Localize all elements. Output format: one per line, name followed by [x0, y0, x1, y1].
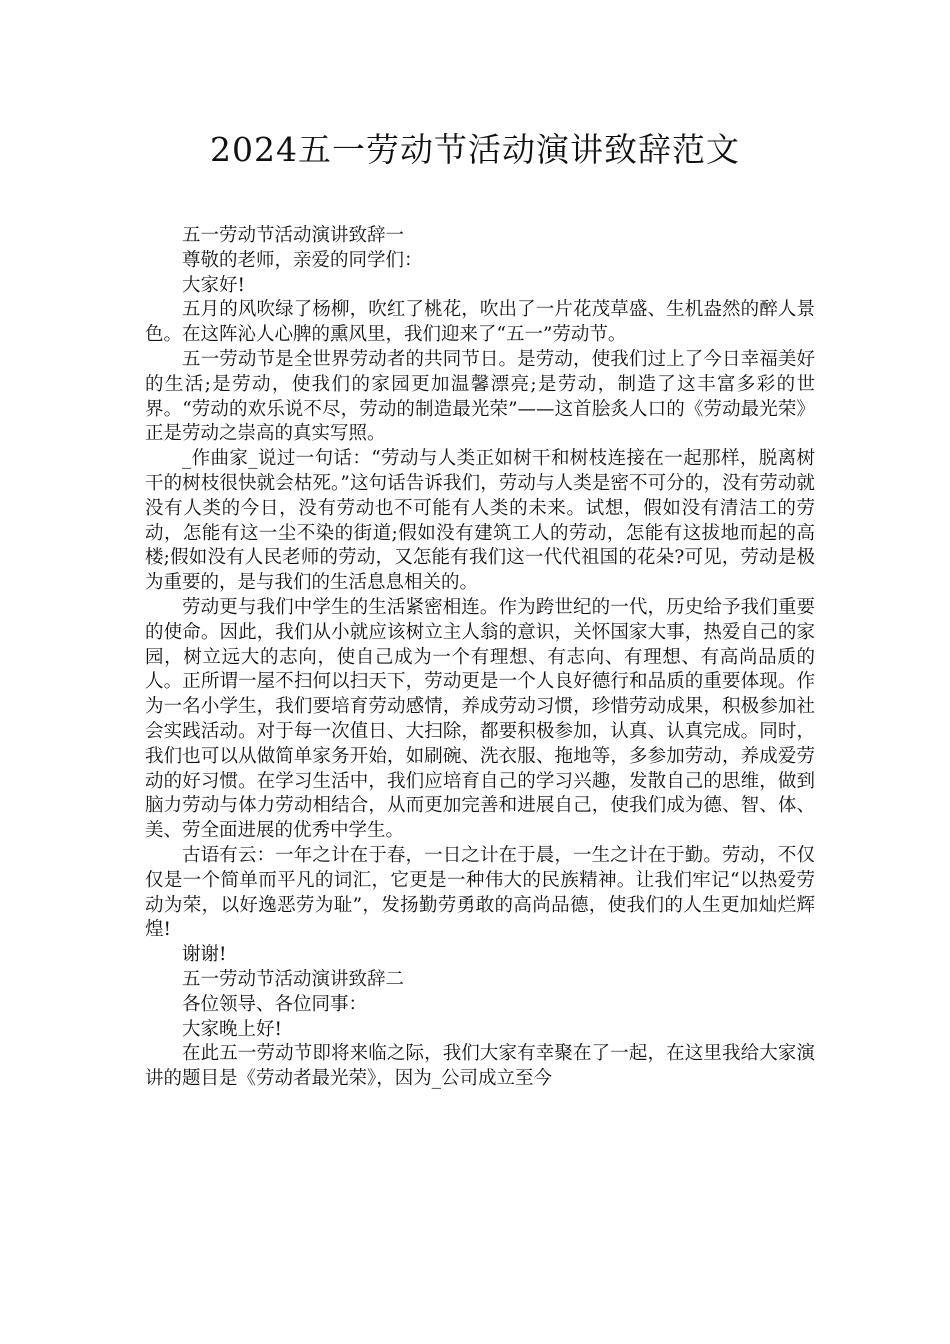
document-title: 2024五一劳动节活动演讲致辞范文 [210, 130, 740, 169]
closing-paragraph: 谢谢! [182, 944, 227, 966]
body-paragraph: 五一劳动节是全世界劳动者的共同节日。是劳动，使我们过上了今日幸福美好的生活;是劳动，使我们的家园更加温馨漂亮;是劳动，制造了这丰富多彩的世界。“劳动的欢乐说不尽，劳动的制造最光荣”——这首脍炙人口的《劳动最光荣》正是劳动之崇高的真实写照。 [145, 348, 815, 445]
body-paragraph: 五月的风吹绿了杨柳，吹红了桃花，吹出了一片花茂草盛、生机盎然的醉人景色。在这阵沁人心脾的熏风里，我们迎来了“五一”劳动节。 [145, 299, 815, 346]
salutation-paragraph: 各位领导、各位同事： [182, 993, 368, 1015]
salutation-paragraph: 尊敬的老师，亲爱的同学们： [182, 249, 423, 271]
body-paragraph: _作曲家_说过一句话：“劳动与人类正如树干和树枝连接在一起那样，脱离树干的树枝很快就会枯死。”这句话告诉我们，劳动与人类是密不可分的，没有劳动就没有人类的今日，没有劳动也不可能有人类的未来。试想，假如没有清洁工的劳动，怎能有这一尘不染的街道;假如没有建筑工人的劳动，怎能有这拔地而起的高楼;假如没有人民老师的劳动，又怎能有我们这一代代祖国的花朵?可见，劳动是极为重要的，是与我们的生活息息相关的。 [145, 448, 815, 594]
body-paragraph: 在此五一劳动节即将来临之际，我们大家有幸聚在了一起，在这里我给大家演讲的题目是《劳动者最光荣》，因为_公司成立至今 [145, 1043, 815, 1090]
body-paragraph: 劳动更与我们中学生的生活紧密相连。作为跨世纪的一代，历史给予我们重要的使命。因此，我们从小就应该树立主人翁的意识，关怀国家大事，热爱自己的家园，树立远大的志向，使自己成为一个有理想、有志向、有理想、有高尚品质的人。正所谓一屋不扫何以扫天下，劳动更是一个人良好德行和品质的重要体现。作为一名小学生，我们要培育劳动感情，养成劳动习惯，珍惜劳动成果，积极参加社会实践活动。对于每一次值日、大扫除，都要积极参加，认真、认真完成。同时，我们也可以从做简单家务开始，如刷碗、洗衣服、拖地等，多参加劳动，养成爱劳动的好习惯。在学习生活中，我们应培育自己的学习兴趣，发散自己的思维，做到脑力劳动与体力劳动相结合，从而更加完善和进展自己，使我们成为德、智、体、美、劳全面进展的优秀中学生。 [145, 596, 815, 842]
body-paragraph: 古语有云：一年之计在于春，一日之计在于晨，一生之计在于勤。劳动，不仅仅是一个简单而平凡的词汇，它更是一种伟大的民族精神。让我们牢记“以热爱劳动为荣，以好逸恶劳为耻”，发扬勤劳勇敢的高尚品德，使我们的人生更加灿烂辉煌! [145, 844, 815, 941]
document-body [145, 224, 815, 1092]
greeting-paragraph: 大家晚上好! [182, 1018, 282, 1040]
section-heading-1: 五一劳动节活动演讲致辞一 [182, 225, 405, 246]
section-heading-2: 五一劳动节活动演讲致辞二 [182, 968, 405, 990]
greeting-paragraph: 大家好! [182, 274, 245, 296]
